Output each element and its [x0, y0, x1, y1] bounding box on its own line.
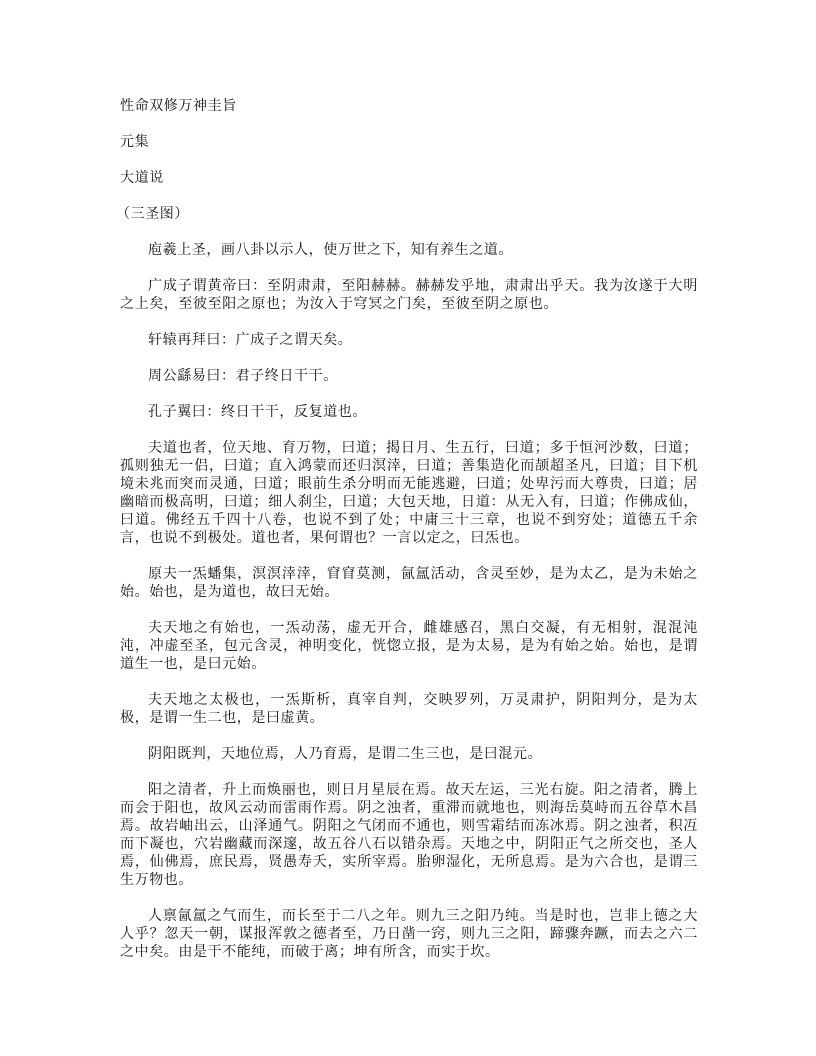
volume-heading: 元集 [120, 134, 150, 150]
paragraph: 阴阳既判，天地位焉，人乃育焉，是谓二生三也，是曰混元。 [148, 746, 543, 762]
paragraph: 夫道也者，位天地、育万物，曰道；揭日月、生五行，曰道；多于恒河沙数，曰道；孤则独无一侣，曰道；直入鸿蒙而还归溟涬，曰道；善集造化而颉超圣凡，曰道；目下机境未兆而突而灵通，曰道；眼前生杀分明而无能逃避，曰道；处卑污而大尊贵，曰道；居幽暗而极高明，曰道；细人刹尘，曰道；大包天地，日道：从无入有，曰道；作佛成仙，曰道。佛经五千四十八卷，也说不到了处；中庸三十三章，也说不到穷处；道德五千余言，也说不到极处。道也者，果何谓也？一言以定之，曰炁也。 [120, 440, 698, 546]
paragraph: 轩辕再拜曰：广成子之谓天矣。 [148, 332, 353, 348]
document-title: 性命双修万神圭旨 [120, 98, 237, 114]
paragraph: 庖羲上圣，画八卦以示人，使万世之下，知有养生之道。 [148, 242, 513, 258]
paragraph: 人禀氤氲之气而生，而长至于二八之年。则九三之阳乃纯。当是时也，岂非上德之大人乎？忽天一朝，谋报浑敦之德者至，乃日凿一窍，则九三之阳，蹄骤奔蹶，而去之六二之中矣。由是干不能纯，而破于离；坤有所含，而实于坎。 [120, 908, 698, 960]
paragraph: 夫天地之太极也，一炁斯析，真宰自判，交映罗列，万灵肃护，阴阳判分，是为太极，是谓一生二也，是曰虚黄。 [120, 692, 698, 726]
paragraph: 阳之清者，升上而焕丽也，则日月星辰在焉。故天左运，三光右旋。阳之清者，腾上而会于阳也，故风云动而雷雨作焉。阴之浊者，重滞而就地也，则海岳莫峙而五谷草木昌焉。故岩岫出云，山泽通气。阴阳之气闭而不通也，则雪霜结而冻冰焉。阴之浊者，积冱而下凝也，穴岩幽藏而深邃，故五谷八石以错杂焉。天地之中，阴阳正气之所交也，圣人焉，仙佛焉，庶民焉，贤愚寿夭，实所宰焉。胎卵湿化，无所息焉。是为六合也，是谓三生万物也。 [120, 782, 698, 888]
document-page [116, 97, 698, 979]
paragraph: 周公繇易曰：君子终日干干。 [148, 368, 338, 384]
paragraph: 孔子翼曰：终日干干，反复道也。 [148, 404, 367, 420]
figure-caption: （三圣图） [116, 206, 189, 222]
paragraph: 原夫一炁蟠集，溟溟涬涬，窅窅莫测，氤氲活动，含灵至妙，是为太乙，是为未始之始。始也，是为道也，故曰无始。 [120, 566, 698, 600]
paragraph: 广成子谓黄帝曰：至阴肃肃，至阳赫赫。赫赫发乎地，肃肃出乎天。我为汝遂于大明之上矣，至彼至阳之原也；为汝入于穹冥之门矣，至彼至阴之原也。 [120, 278, 698, 312]
paragraph: 夫天地之有始也，一炁动荡，虚无开合，雌雄感召，黑白交凝，有无相射，混混沌沌，冲虚至圣，包元含灵，神明变化，恍惚立报，是为太易，是为有始之始。始也，是谓道生一也，是曰元始。 [120, 620, 698, 672]
section-heading: 大道说 [120, 170, 164, 186]
